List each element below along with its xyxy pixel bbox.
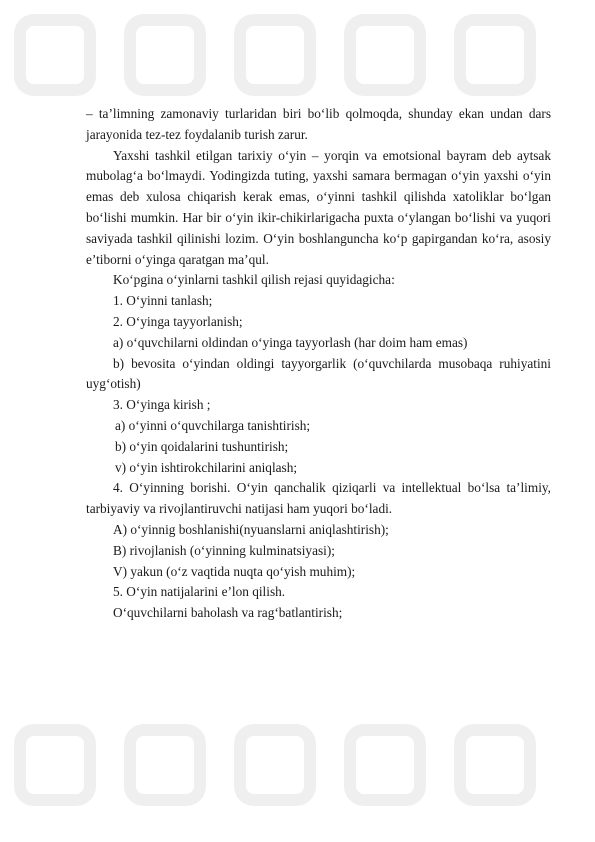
plan-item-4: 4. O‘yinning borishi. O‘yin qanchalik qiziqarli va intellektual bo‘lsa ta’limiy, tarbiyaviy va rivojlantiruvchi natijasi ham yuqori bo‘ladi. [86,480,551,517]
plan-item-2: 2. O‘yinga tayyorlanish; [113,313,243,329]
plan-item-3b: b) o‘yin qoidalarini tushuntirish; [115,438,289,454]
plan-item-2b: b) bevosita o‘yindan oldingi tayyorgarlik (o‘quvchilarda musobaqa ruhiyatini uyg‘otish) [86,355,551,392]
plan-item-4a: A) o‘yinnig boshlanishi(nyuanslarni aniqlashtirish); [113,521,389,537]
plan-item-4b: B) rivojlanish (o‘yinning kulminatsiyasi); [113,542,335,558]
plan-item-4v: V) yakun (o‘z vaqtida nuqta qo‘yish muhim); [113,563,356,579]
plan-item-3v: v) o‘yin ishtirokchilarini aniqlash; [115,459,298,475]
plan-item-2a: a) o‘quvchilarni oldindan o‘yinga tayyorlash (har doim ham emas) [113,334,468,350]
plan-item-5-note: O‘quvchilarni baholash va rag‘batlantirish; [113,605,343,621]
plan-item-1: 1. O‘yinni tanlash; [113,293,213,309]
plan-heading: Ko‘pgina o‘yinlarni tashkil qilish rejasi quyidagicha: [113,272,395,288]
plan-item-3a: a) o‘yinni o‘quvchilarga tanishtirish; [115,417,311,433]
document-body [86,104,551,624]
paragraph-intro: – ta’limning zamonaviy turlaridan biri bo‘lib qolmoqda, shunday ekan undan dars jarayonida tez-tez foydalanib turish zarur. [86,106,551,142]
plan-item-3: 3. O‘yinga kirish ; [113,397,211,413]
plan-item-5: 5. O‘yin natijalarini e’lon qilish. [113,584,286,600]
paragraph-main: Yaxshi tashkil etilgan tarixiy o‘yin – yorqin va emotsional bayram deb aytsak mubolag‘a bo‘lmaydi. Yodingizda tuting, yaxshi samara bermagan o‘yin yaxshi o‘yin emas deb xulosa chiqarish kerak emas, o‘yinni tashkil qilishda xatoliklar bo‘lgan bo‘lishi mumkin. Har bir o‘yin ikir-chikirlarigacha puxta o‘ylangan bo‘lishi va yuqori saviyada tashkil qilinishi lozim. O‘yin boshlanguncha ko‘p gapirgandan ko‘ra, asosiy e’tiborni o‘yinga qaratgan ma’qul. [86,147,551,267]
